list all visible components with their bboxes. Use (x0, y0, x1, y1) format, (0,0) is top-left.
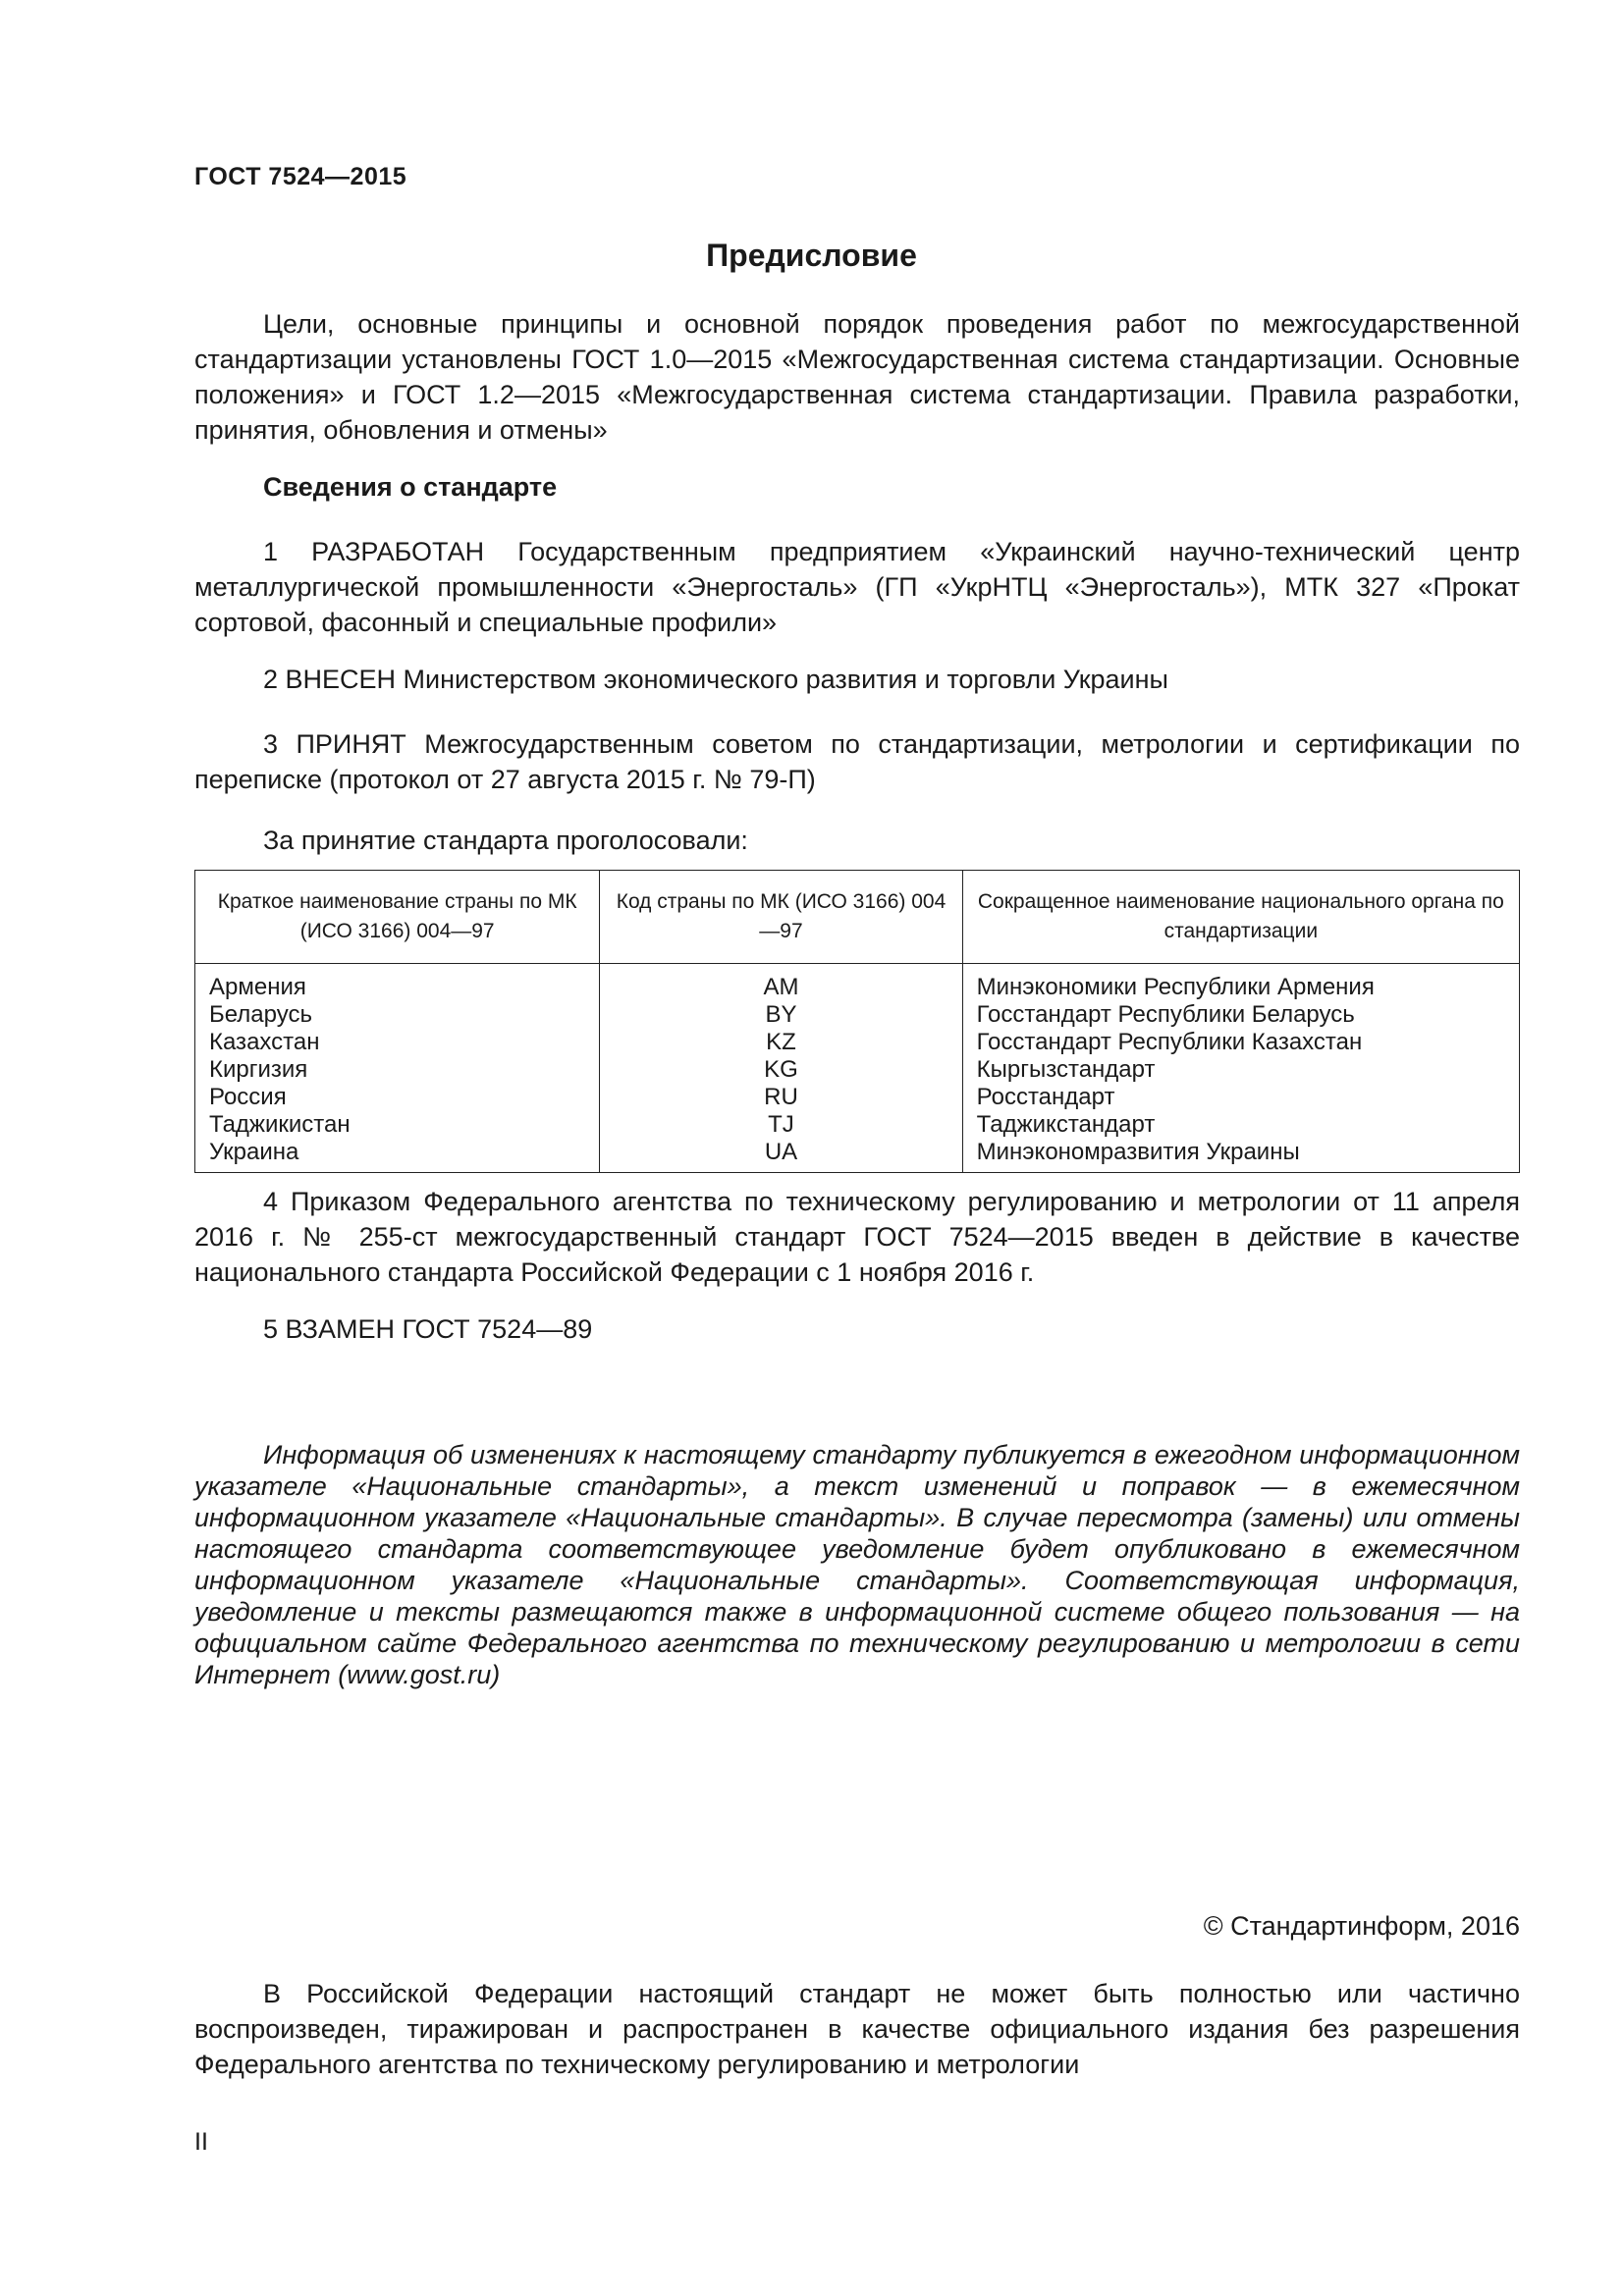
table-row (195, 1001, 1520, 1029)
cell-country: Киргизия (195, 1056, 600, 1084)
table-row (195, 1056, 1520, 1084)
cell-code: TJ (600, 1111, 962, 1139)
cell-body: Росстандарт (962, 1084, 1519, 1111)
page-number: II (194, 2128, 208, 2156)
info-heading: Сведения о стандарте (263, 472, 558, 502)
cell-body: Минэкономразвития Украины (962, 1139, 1519, 1173)
cell-code: AM (600, 964, 962, 1002)
table-row (195, 1084, 1520, 1111)
cell-code: RU (600, 1084, 962, 1111)
cell-code: UA (600, 1139, 962, 1173)
notice-paragraph: Информация об изменениях к настоящему стандарту публикуется в ежегодном информационном указателе «Национальные стандарты», а текст изменений и поправок — в ежемесячном информационном указателе «Национальные стандарты». В случае пересмотра (замены) или отмены настоящего стандарта соответствующее уведомление будет опубликовано в ежемесячном информационном указателе «Национальные стандарты». Соответствующая информация, уведомление и тексты размещаются также в информационной системе общего пользования — на официальном сайте Федерального агентства по техническому регулированию и метрологии в сети Интернет (www.gost.ru) (194, 1440, 1520, 1689)
cell-country: Казахстан (195, 1029, 600, 1056)
cell-code: KG (600, 1056, 962, 1084)
column-header-code: Код страны по МК (ИСО 3166) 004—97 (600, 871, 962, 964)
cell-country: Беларусь (195, 1001, 600, 1029)
column-header-country: Краткое наименование страны по МК (ИСО 3166) 004—97 (195, 871, 600, 964)
intro-paragraph: Цели, основные принципы и основной порядок проведения работ по межгосударственной стандартизации установлены ГОСТ 1.0—2015 «Межгосударственная система стандартизации. Основные положения» и ГОСТ 1.2—2015 «Межгосударственная система стандартизации. Правила разработки, принятия, обновления и отмены» (194, 309, 1520, 445)
cell-body: Госстандарт Республики Казахстан (962, 1029, 1519, 1056)
item-submitted: 2 ВНЕСЕН Министерством экономического развития и торговли Украины (263, 665, 1168, 694)
voting-table (194, 870, 1520, 1173)
cell-country: Украина (195, 1139, 600, 1173)
copyright-notice: © Стандартинформ, 2016 (1203, 1911, 1520, 1941)
cell-code: BY (600, 1001, 962, 1029)
item-adopted: 3 ПРИНЯТ Межгосударственным советом по стандартизации, метрологии и сертификации по переписке (протокол от 27 августа 2015 г. № 79-П) (194, 729, 1520, 794)
table-row (195, 1029, 1520, 1056)
cell-body: Госстандарт Республики Беларусь (962, 1001, 1519, 1029)
standard-code-header: ГОСТ 7524—2015 (194, 163, 407, 190)
item-order: 4 Приказом Федерального агентства по техническому регулированию и метрологии от 11 апреля 2016 г. № 255-ст межгосударственный стандарт ГОСТ 7524—2015 введен в действие в качестве национального стандарта Российской Федерации с 1 ноября 2016 г. (194, 1187, 1520, 1287)
cell-body: Таджикстандарт (962, 1111, 1519, 1139)
table-row (195, 1111, 1520, 1139)
table-row (195, 964, 1520, 1002)
cell-country: Армения (195, 964, 600, 1002)
item-replaces: 5 ВЗАМЕН ГОСТ 7524—89 (263, 1314, 593, 1344)
table-row (195, 1139, 1520, 1173)
voted-label: За принятие стандарта проголосовали: (263, 826, 748, 855)
page-title: Предисловие (706, 238, 917, 273)
item-developed: 1 РАЗРАБОТАН Государственным предприятием «Украинский научно-технический центр металлургической промышленности «Энергосталь» (ГП «УкрНТЦ «Энергосталь»), МТК 327 «Прокат сортовой, фасонный и специальные профили» (194, 537, 1520, 637)
cell-body: Минэкономики Республики Армения (962, 964, 1519, 1002)
cell-body: Кыргызстандарт (962, 1056, 1519, 1084)
cell-country: Россия (195, 1084, 600, 1111)
restriction-paragraph: В Российской Федерации настоящий стандарт не может быть полностью или частично воспроизведен, тиражирован и распространен в качестве официального издания без разрешения Федерального агентства по техническому регулированию и метрологии (194, 1979, 1520, 2079)
cell-country: Таджикистан (195, 1111, 600, 1139)
cell-code: KZ (600, 1029, 962, 1056)
table-header-row (195, 871, 1520, 964)
column-header-body: Сокращенное наименование национального органа по стандартизации (962, 871, 1519, 964)
